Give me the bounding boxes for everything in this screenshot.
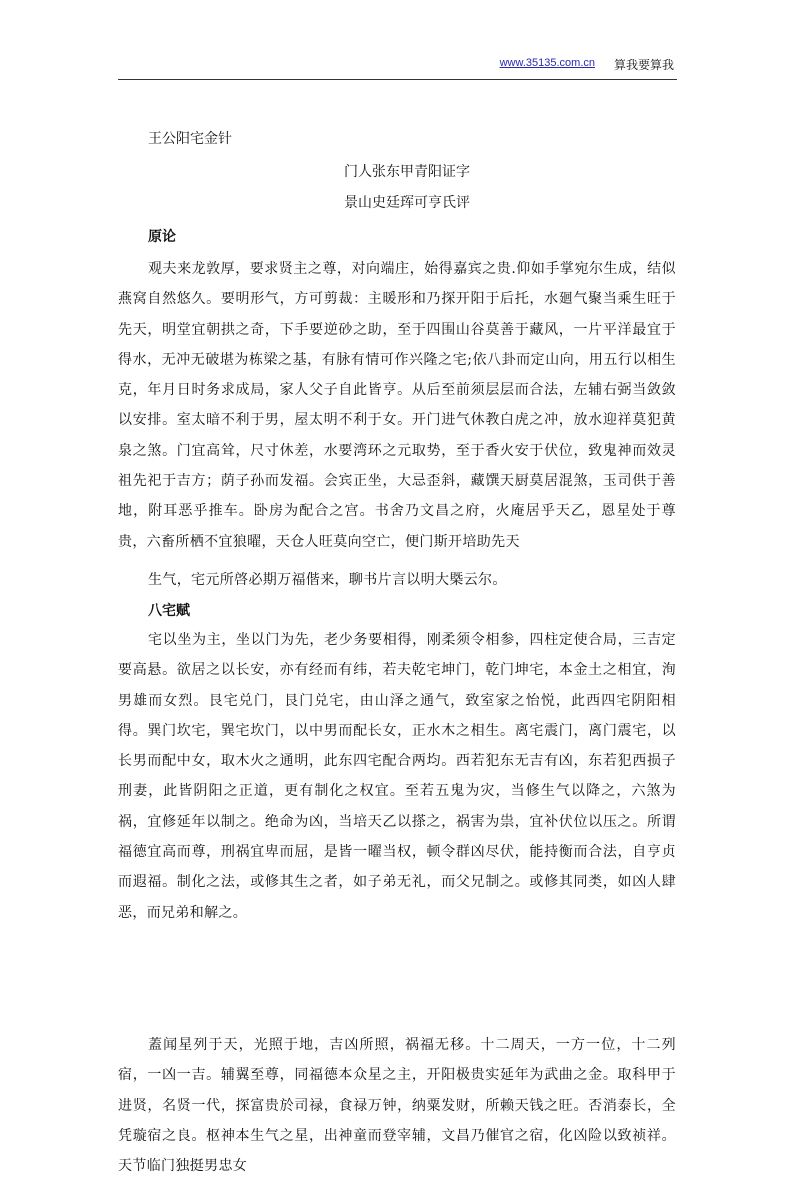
paragraph: 生气，宅元所啓必期万福偕来，聊书片言以明大槩云尔。 <box>148 572 507 588</box>
byline-commentator: 景山史廷珲可亨氏评 <box>344 195 470 211</box>
byline-author: 门人张东甲青阳证字 <box>344 164 470 180</box>
section-heading-yuanlun: 原论 <box>148 229 176 245</box>
page-header <box>118 53 677 80</box>
site-url-link[interactable]: www.35135.com.cn <box>499 57 595 69</box>
paragraph: 蓋闻星列于天，光照于地，吉凶所照，祸福无移。十二周天，一方一位，十二列宿，一凶一吉。辅翼至尊，同福德本众星之主，开阳极贵实延年为武曲之金。取科甲于进贤，名贤一代，探富贵於司禄，食禄万钟，纳粟发财，所赖天钱之旺。否消泰长，全凭璇宿之良。枢神本生气之星，出神童而登宰辅，文昌乃催官之宿，化凶险以致祯祥。天节临门独挺男忠女 <box>118 1037 676 1175</box>
document-title: 王公阳宅金针 <box>148 131 232 147</box>
paragraph: 观夫来龙敦厚，要求贤主之尊，对向端庄，始得嘉宾之贵.仰如手掌宛尔生成，结似燕窝自然悠久。要明形气，方可剪裁：主暖形和乃探开阳于后托，水廻气聚当乘生旺于先天，明堂宜朝拱之奇，下手要逆砂之助，至于四围山谷莫善于藏风，一片平洋最宜于得水，无冲无破堪为栋梁之基，有脉有情可作兴隆之宅;依八卦而定山向，用五行以相生克，年月日时务求成局，家人父子自此皆亨。从后至前须层层而合法，左辅右弼当敛敛以安排。室太暗不利于男，屋太明不利于女。开门进气休教白虎之冲，放水迎祥莫犯黄泉之煞。门宜高耸，尺寸休差，水要湾环之元取势，至于香火安于伏位，致鬼神而效灵祖先祀于吉方；荫子孙而发福。会宾正坐，大忌歪斜，藏馔天厨莫居混煞，玉司供于善地，附耳恶乎推车。卧房为配合之宫。书舍乃文昌之府，火庵居乎天乙，恩星处于尊贵，六畜所栖不宜狼曜，天仓人旺莫向空亡，便门斯开培助先天 <box>118 261 676 550</box>
paragraph: 宅以坐为主，坐以门为先，老少务要相得，刚柔须令相参，四柱定使合局，三吉定要高悬。欲居之以长安，亦有经而有纬，若夫乾宅坤门，乾门坤宅，本金土之相宜，洵男雄而女烈。艮宅兑门，艮门兑宅，由山泽之通气，致室家之怡悦，此西四宅阴阳相得。巽门坎宅，巽宅坎门，以中男而配长女，正水木之相生。离宅震门，离门震宅，以长男而配中女，取木火之通明，此东四宅配合两均。西若犯东无吉有凶，东若犯西损子刑妻，此皆阴阳之正道，更有制化之权宜。至若五鬼为灾，当修生气以降之，六煞为祸，宜修延年以制之。绝命为凶，当培天乙以搽之，祸害为祟，宜补伏位以压之。所谓福德宜高而尊，刑祸宜卑而屈，是皆一曜当权，顿令群凶尽伏，能持衡而合法，自亨贞而遐福。制化之法，或修其生之者，如子弟无礼，而父兄制之。或修其同类，如凶人肆恶，而兄弟和解之。 <box>118 632 676 921</box>
site-name: 算我要算我 <box>613 58 674 72</box>
section-heading-bazhaifu: 八宅赋 <box>148 603 190 619</box>
